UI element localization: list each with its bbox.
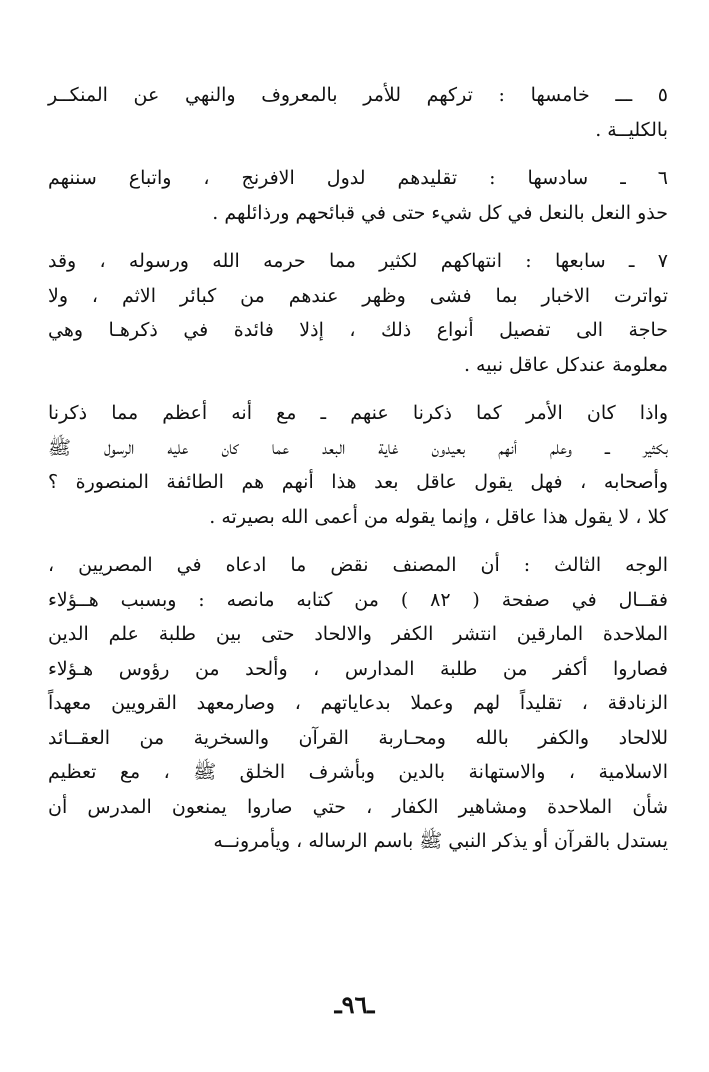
paragraph xyxy=(48,161,668,230)
paragraph xyxy=(48,396,668,534)
text-line: بكثير ــ وعلم أنهم بعيدون غاية البعد عما كان عليه الرسول ﷺ xyxy=(48,436,668,459)
text-line: يستدل بالقرآن أو يذكر النبي ﷺ باسم الرساله ، ويأمرونــه xyxy=(213,830,668,852)
text-line: حذو النعل بالنعل في كل شيء حتى في قبائحهم ورذائلهم . xyxy=(212,201,668,224)
text-line: بالكليــة . xyxy=(595,118,668,141)
text-line: وأصحابه ، فهل يقول عاقل بعد هذا أنهم هم الطائفة المنصورة ؟ xyxy=(48,471,668,493)
text-line: ٧ ـ سابعها : انتهاكهم لكثير مما حرمه الله ورسوله ، وقد xyxy=(48,250,668,272)
text-line: الملاحدة المارقين انتشر الكفر والالحاد حتى بين طلبة علم الدين xyxy=(48,623,668,645)
text-line: معلومة عندكل عاقل نبيه . xyxy=(463,353,668,376)
paragraph xyxy=(48,78,668,147)
text-line: كلا ، لا يقول هذا عاقل ، وإنما يقوله من أعمى الله بصيرته . xyxy=(209,505,668,528)
text-line: ٦ ـ سادسها : تقليدهم لدول الافرنج ، واتباع سننهم xyxy=(48,167,668,189)
text-line: الوجه الثالث : أن المصنف نقض ما ادعاه في المصريين ، xyxy=(48,554,668,576)
page-body xyxy=(48,78,668,873)
text-line: للالحاد والكفر بالله ومحـاربة القرآن والسخرية من العقــائد xyxy=(48,726,668,749)
text-line: الزنادقة ، تقليداً لهم وعملا بدعاياتهم ، وصارمعهد القرويين معهداً xyxy=(48,692,668,714)
paragraph xyxy=(48,244,668,382)
text-line: الاسلامية ، والاستهانة بالدين وبأشرف الخلق ﷺ ، مع تعظيم xyxy=(48,761,668,783)
text-line: واذا كان الأمر كما ذكرنا عنهم ـ مع أنه أعظم مما ذكرنا xyxy=(48,402,668,424)
page-number: ـ٩٦ـ xyxy=(334,990,375,1019)
text-line: حاجة الى تفصيل أنواع ذلك ، إذلا فائدة في ذكرهـا وهي xyxy=(48,319,668,341)
text-line: شأن الملاحدة ومشاهير الكفار ، حتي صاروا يمنعون المدرس أن xyxy=(48,795,668,818)
text-line: فصاروا أكفر من طلبة المدارس ، وألحد من رؤوس هـؤلاء xyxy=(48,657,668,680)
text-line: ٥ ـــ خامسها : تركهم للأمر بالمعروف والنهي عن المنكــر xyxy=(48,84,668,106)
paragraph xyxy=(48,548,668,859)
text-line: تواترت الاخبار بما فشى وظهر عندهم من كبائر الاثم ، ولا xyxy=(48,284,668,307)
text-line: فقــال في صفحة ( ٨٢ ) من كتابه مانصه : وبسبب هــؤلاء xyxy=(48,588,668,611)
